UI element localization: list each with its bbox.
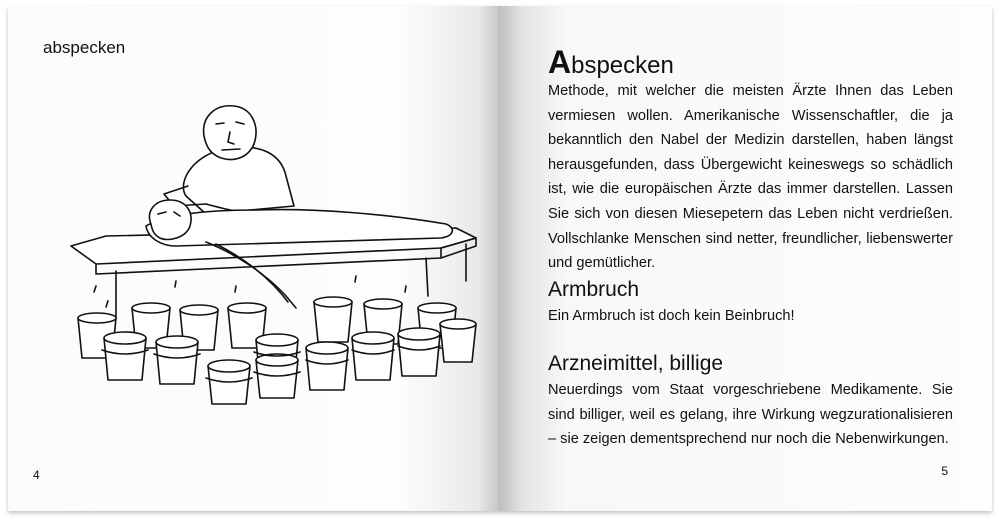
entry-title-arzneimittel: Arzneimittel, billige [548,352,724,375]
cartoon-massage-table-with-buckets-icon [56,96,496,406]
entry-title-armbruch: Armbruch [548,278,640,301]
open-book [8,6,992,511]
page-number: 4 [33,468,40,482]
left-page [8,6,498,511]
page-number: 5 [941,464,948,478]
entry-body-arzneimittel: Neuerdings vom Staat vorgeschriebene Medikamente. Sie sind billiger, weil es gelang, ihre Wirkung wegzurationalisieren – sie zeigen dementsprechend nur noch die Nebenwirkungen. [548,382,953,448]
running-head: abspecken [43,38,126,57]
entry-body-abspecken: Methode, mit welcher die meisten Ärzte Ihnen das Leben vermiesen wollen. Amerikanische Wissenschaftler, die ja bekanntlich den Nabel der Medizin darstellen, haben längst herausgefunden, dass Übergewicht keineswegs so schädlich ist, wie die europäischen Ärzte das immer darstellen. Lassen Sie sich von diesen Miesepetern das Leben nicht verdrießen. Vollschlanke Menschen sind netter, freundlicher, liebenswerter und gemütlicher. [548,83,953,272]
entry-title-abspecken: Abspecken [548,44,674,80]
entry-body-armbruch: Ein Armbruch ist doch kein Beinbruch! [548,308,795,324]
right-page [498,6,992,511]
